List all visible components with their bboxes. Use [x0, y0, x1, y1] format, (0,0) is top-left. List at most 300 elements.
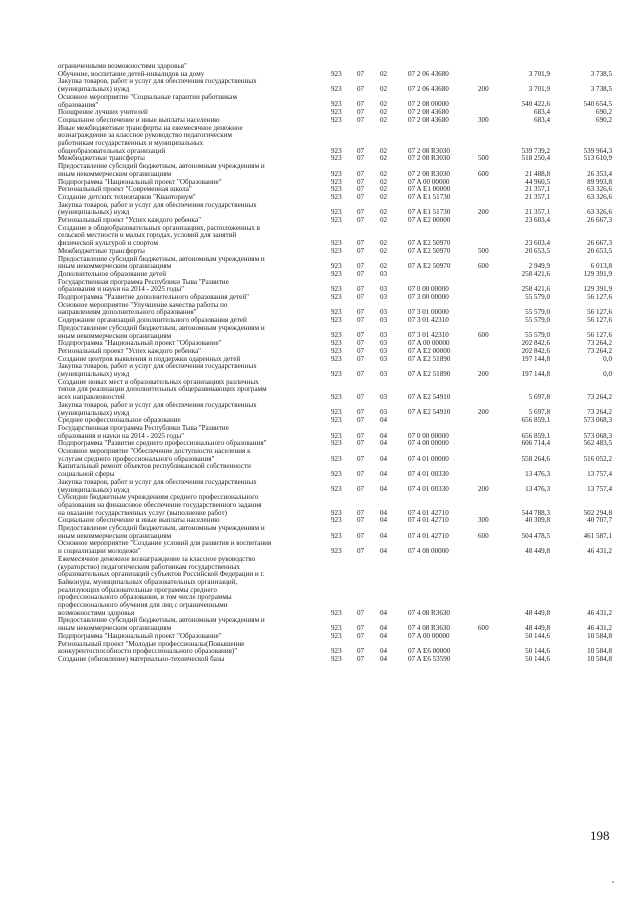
rs-code: 923	[331, 146, 342, 155]
subsection-code: 02	[380, 216, 388, 224]
amount-year-1: 48 449,8	[525, 624, 550, 633]
amount-year-2: 129 391,9	[583, 285, 612, 294]
amount-year-1: 5 697,8	[528, 393, 550, 402]
subsection-code: 03	[380, 331, 388, 340]
amount-year-2: 56 127,6	[587, 293, 612, 301]
amount-year-1: 558 264,6	[521, 454, 550, 463]
target-article-code: 07 A E2 00000	[408, 346, 451, 355]
amount-year-1: 197 144,8	[521, 369, 550, 378]
amount-year-2: 20 653,5	[587, 246, 612, 255]
row-name: Основное мероприятие "Обеспечение доступности населения к услугам среднего профессионального образования"	[58, 447, 251, 463]
rs-code: 923	[331, 531, 342, 540]
table-row	[0, 525, 640, 540]
section-code: 07	[357, 516, 365, 525]
subsection-code: 02	[380, 85, 388, 94]
target-article-code: 07 2 08 R3030	[408, 146, 450, 155]
section-code: 07	[357, 177, 365, 186]
amount-year-1: 55 579,0	[525, 308, 550, 317]
row-name: Создание (обновление) материально-технической базы	[58, 654, 225, 663]
section-code: 07	[357, 393, 365, 402]
expense-type-code: 200	[478, 208, 489, 217]
row-name: Подпрограмма "Развитие среднего профессионального образования"	[58, 439, 267, 448]
target-article-code: 07 3 01 00000	[408, 308, 449, 317]
row-name: Подпрограмма "Развитие дополнительного образования детей"	[58, 293, 250, 301]
subsection-code: 04	[380, 508, 388, 517]
amount-year-1: 50 144,6	[525, 654, 550, 663]
subsection-code: 02	[380, 262, 388, 271]
amount-year-1: 55 579,0	[525, 331, 550, 340]
table-row	[0, 656, 640, 664]
subsection-code: 03	[380, 408, 388, 417]
target-article-code: 07 4 01 42710	[408, 531, 449, 540]
rs-code: 923	[331, 293, 342, 301]
rs-code: 923	[331, 69, 342, 78]
row-name: Основное мероприятие "Социальные гарантии работникам образования"	[58, 92, 237, 109]
target-article-code: 07 2 08 00000	[408, 100, 449, 109]
expense-type-code: 200	[478, 408, 489, 417]
subsection-code: 04	[380, 647, 388, 656]
rs-code: 923	[331, 177, 342, 186]
amount-year-2: 63 326,6	[587, 192, 612, 201]
section-code: 07	[357, 439, 365, 448]
expense-type-code: 500	[478, 246, 489, 255]
expense-type-code: 500	[478, 154, 489, 163]
amount-year-2: 46 431,2	[587, 608, 612, 617]
amount-year-2: 513 610,9	[583, 154, 612, 163]
rs-code: 923	[331, 516, 342, 525]
subsection-code: 04	[380, 547, 388, 556]
subsection-code: 02	[380, 69, 388, 78]
subsection-code: 03	[380, 339, 388, 348]
section-code: 07	[357, 85, 365, 94]
amount-year-1: 258 421,6	[521, 285, 550, 294]
target-article-code: 07 4 08 R3630	[408, 624, 450, 633]
expense-type-code: 600	[478, 531, 489, 540]
target-article-code: 07 A E2 51890	[408, 354, 451, 363]
section-code: 07	[357, 146, 365, 155]
rs-code: 923	[331, 185, 342, 194]
row-name: Межбюджетные трансферты	[58, 246, 145, 255]
section-code: 07	[357, 108, 365, 117]
amount-year-2: 516 052,2	[583, 454, 612, 463]
amount-year-1: 683,4	[534, 115, 550, 124]
row-name: Создание новых мест в образовательных организациях различных типов для реализации дополнительных общеразвивающих программ всех направленностей	[58, 377, 267, 402]
subsection-code: 04	[380, 531, 388, 540]
subsection-code: 04	[380, 631, 388, 640]
target-article-code: 07 2 06 43680	[408, 69, 449, 78]
row-name: Предоставление субсидий бюджетным, автономным учреждениям и иным некоммерческим организациям	[58, 254, 265, 271]
rs-code: 923	[331, 346, 342, 355]
subsection-code: 02	[380, 185, 388, 194]
table-row	[0, 94, 640, 109]
amount-year-2: 129 391,9	[583, 269, 612, 278]
target-article-code: 07 4 01 42710	[408, 516, 449, 525]
amount-year-2: 10 584,8	[587, 631, 612, 640]
target-article-code: 07 A E6 00000	[408, 647, 451, 656]
row-name: Закупка товаров, работ и услуг для обеспечения государственных (муниципальных) нужд	[58, 400, 257, 417]
rs-code: 923	[331, 154, 342, 163]
row-name: Создание центров выявления и поддержки одаренных детей	[58, 354, 241, 363]
amount-year-2: 26 667,3	[587, 216, 612, 224]
row-name: Региональный проект "Современная школа"	[58, 185, 192, 194]
amount-year-1: 13 476,3	[525, 485, 550, 494]
row-name: Капитальный ремонт объектов республиканской собственности социальной сферы	[58, 462, 251, 479]
rs-code: 923	[331, 262, 342, 271]
row-name: Региональный проект "Успех каждого ребенка"	[58, 346, 202, 355]
rs-code: 923	[331, 285, 342, 294]
table-row	[0, 641, 640, 656]
section-code: 07	[357, 339, 365, 348]
rs-code: 923	[331, 431, 342, 440]
subsection-code: 02	[380, 192, 388, 201]
amount-year-1: 20 653,5	[525, 246, 550, 255]
section-code: 07	[357, 647, 365, 656]
amount-year-2: 0,0	[603, 354, 612, 363]
rs-code: 923	[331, 208, 342, 217]
amount-year-1: 50 144,6	[525, 647, 550, 656]
target-article-code: 07 4 01 00330	[408, 485, 449, 494]
section-code: 07	[357, 470, 365, 479]
amount-year-1: 50 144,6	[525, 631, 550, 640]
row-name: Создание детских технопарков "Кванториум"	[58, 192, 196, 201]
amount-year-1: 656 859,1	[521, 416, 550, 425]
amount-year-1: 544 788,3	[521, 508, 550, 517]
amount-year-1: 21 357,1	[525, 192, 550, 201]
amount-year-2: 26 667,3	[587, 239, 612, 248]
subsection-code: 04	[380, 431, 388, 440]
amount-year-1: 48 449,8	[525, 547, 550, 556]
target-article-code: 07 A E6 53590	[408, 654, 451, 663]
section-code: 07	[357, 408, 365, 417]
target-article-code: 07 A E1 51730	[408, 208, 451, 217]
amount-year-2: 89 993,8	[587, 177, 612, 186]
subsection-code: 04	[380, 624, 388, 633]
row-name: Закупка товаров, работ и услуг для обеспечения государственных (муниципальных) нужд	[58, 477, 257, 494]
section-code: 07	[357, 192, 365, 201]
expense-type-code: 600	[478, 169, 489, 178]
row-name: Подпрограмма "Национальный проект "Образование"	[58, 177, 222, 186]
scan-artifact	[612, 881, 614, 883]
subsection-code: 02	[380, 208, 388, 217]
amount-year-2: 63 326,6	[587, 208, 612, 217]
amount-year-1: 258 421,6	[521, 269, 550, 278]
subsection-code: 03	[380, 346, 388, 355]
section-code: 07	[357, 185, 365, 194]
table-row	[0, 163, 640, 178]
target-article-code: 07 4 01 00330	[408, 470, 449, 479]
rs-code: 923	[331, 108, 342, 117]
subsection-code: 03	[380, 354, 388, 363]
row-name: Дополнительное образование детей	[58, 269, 167, 278]
target-article-code: 07 A 00 00000	[408, 339, 450, 348]
row-name: Закупка товаров, работ и услуг для обеспечения государственных (муниципальных) нужд	[58, 200, 257, 217]
target-article-code: 07 2 08 R3030	[408, 169, 450, 178]
subsection-code: 04	[380, 454, 388, 463]
target-article-code: 07 A E2 50970	[408, 239, 451, 248]
amount-year-1: 683,4	[534, 108, 550, 117]
table-row	[0, 363, 640, 378]
row-name: Государственная программа Республики Тыва "Развитие образования и науки на 2014 - 2025 годы"	[58, 423, 229, 440]
rs-code: 923	[331, 246, 342, 255]
page-number: 198	[590, 828, 610, 843]
section-code: 07	[357, 416, 365, 425]
amount-year-1: 197 144,8	[521, 354, 550, 363]
expense-type-code: 300	[478, 516, 489, 525]
rs-code: 923	[331, 269, 342, 278]
amount-year-2: 73 264,2	[587, 339, 612, 348]
rs-code: 923	[331, 508, 342, 517]
amount-year-1: 5 697,8	[528, 408, 550, 417]
section-code: 07	[357, 316, 365, 325]
rs-code: 923	[331, 624, 342, 633]
amount-year-2: 13 757,4	[587, 470, 612, 479]
table-row	[0, 556, 640, 618]
subsection-code: 03	[380, 308, 388, 317]
table-row	[0, 379, 640, 402]
section-code: 07	[357, 293, 365, 301]
target-article-code: 07 A E2 50970	[408, 246, 451, 255]
section-code: 07	[357, 246, 365, 255]
rs-code: 923	[331, 316, 342, 325]
section-code: 07	[357, 262, 365, 271]
table-row	[0, 540, 640, 555]
subsection-code: 02	[380, 239, 388, 248]
expense-type-code: 200	[478, 485, 489, 494]
section-code: 07	[357, 485, 365, 494]
expense-type-code: 300	[478, 115, 489, 124]
table-row	[0, 302, 640, 317]
amount-year-2: 10 584,8	[587, 654, 612, 663]
target-article-code: 07 0 00 00000	[408, 431, 449, 440]
target-article-code: 07 A 00 00000	[408, 177, 450, 186]
section-code: 07	[357, 624, 365, 633]
row-name: Закупка товаров, работ и услуг для обеспечения государственных (муниципальных) нужд	[58, 362, 257, 378]
subsection-code: 04	[380, 608, 388, 617]
target-article-code: 07 2 08 43680	[408, 115, 449, 124]
amount-year-2: 56 127,6	[587, 331, 612, 340]
rs-code: 923	[331, 654, 342, 663]
subsection-code: 02	[380, 169, 388, 178]
amount-year-1: 3 701,9	[528, 69, 550, 78]
amount-year-1: 202 842,6	[521, 346, 550, 355]
amount-year-2: 690,2	[596, 108, 612, 117]
amount-year-2: 540 654,5	[583, 100, 612, 109]
subsection-code: 03	[380, 393, 388, 402]
target-article-code: 07 3 01 42310	[408, 331, 449, 340]
expense-type-code: 600	[478, 262, 489, 271]
subsection-code: 03	[380, 285, 388, 294]
amount-year-2: 56 127,6	[587, 316, 612, 325]
table-row	[0, 617, 640, 632]
rs-code: 923	[331, 169, 342, 178]
section-code: 07	[357, 69, 365, 78]
row-name: Подпрограмма "Национальный проект "Образование"	[58, 631, 222, 640]
amount-year-2: 73 264,2	[587, 346, 612, 355]
subsection-code: 04	[380, 516, 388, 525]
amount-year-2: 461 587,1	[583, 531, 612, 540]
amount-year-1: 606 714,4	[521, 439, 550, 448]
rs-code: 923	[331, 100, 342, 109]
rs-code: 923	[331, 416, 342, 425]
target-article-code: 07 2 08 R3030	[408, 154, 450, 163]
rs-code: 923	[331, 115, 342, 124]
subsection-code: 03	[380, 369, 388, 378]
subsection-code: 03	[380, 316, 388, 325]
rs-code: 923	[331, 308, 342, 317]
section-code: 07	[357, 354, 365, 363]
section-code: 07	[357, 216, 365, 224]
row-name: Межбюджетные трансферты	[58, 154, 145, 163]
rs-code: 923	[331, 354, 342, 363]
amount-year-2: 3 738,5	[590, 69, 612, 78]
target-article-code: 07 A E1 00000	[408, 185, 451, 194]
amount-year-1: 44 960,5	[525, 177, 550, 186]
subsection-code: 02	[380, 146, 388, 155]
row-name: Государственная программа Республики Тыва "Развитие образования и науки на 2014 - 2025 годы"	[58, 277, 229, 294]
amount-year-1: 539 739,2	[521, 146, 550, 155]
amount-year-2: 502 294,8	[583, 508, 612, 517]
amount-year-1: 3 701,9	[528, 85, 550, 94]
section-code: 07	[357, 531, 365, 540]
section-code: 07	[357, 547, 365, 556]
table-row	[0, 279, 640, 294]
amount-year-1: 21 357,1	[525, 185, 550, 194]
section-code: 07	[357, 239, 365, 248]
amount-year-1: 55 579,0	[525, 293, 550, 301]
amount-year-1: 13 476,3	[525, 470, 550, 479]
amount-year-1: 202 842,6	[521, 339, 550, 348]
row-name: Социальное обеспечение и иные выплаты населению	[58, 115, 220, 124]
target-article-code: 07 4 01 00000	[408, 454, 449, 463]
amount-year-2: 573 068,3	[583, 431, 612, 440]
table-row	[0, 202, 640, 217]
table-row	[0, 325, 640, 340]
amount-year-1: 21 357,1	[525, 208, 550, 217]
target-article-code: 07 4 08 R3630	[408, 608, 450, 617]
expense-type-code: 200	[478, 85, 489, 94]
target-article-code: 07 A E2 51890	[408, 369, 451, 378]
row-name: Поощрение лучших учителей	[58, 108, 148, 117]
row-name: Предоставление субсидий бюджетным, автономным учреждениям и иным некоммерческим организациям	[58, 323, 265, 340]
table-row	[0, 78, 640, 93]
amount-year-2: 10 584,8	[587, 647, 612, 656]
subsection-code: 04	[380, 654, 388, 663]
row-name: Закупка товаров, работ и услуг для обеспечения государственных (муниципальных) нужд	[58, 77, 257, 94]
amount-year-2: 73 264,2	[587, 393, 612, 402]
rs-code: 923	[331, 608, 342, 617]
subsection-code: 04	[380, 439, 388, 448]
target-article-code: 07 2 06 43680	[408, 85, 449, 94]
table-row	[0, 125, 640, 156]
amount-year-2: 46 431,2	[587, 547, 612, 556]
row-name: Ежемесячное денежное вознаграждение за классное руководство (кураторство) педагогическим работникам государственных образовательных организаций субъектов Российской Федерации и г. Байконура, муниципальных образовательных организаций, реализующих образовательные программы среднего профессионального образования, в том числе программы профессионального обучения для лиц с ограниченными возможностями здоровья	[58, 554, 265, 617]
rs-code: 923	[331, 547, 342, 556]
rs-code: 923	[331, 331, 342, 340]
subsection-code: 03	[380, 269, 388, 278]
section-code: 07	[357, 454, 365, 463]
amount-year-1: 2 949,9	[528, 262, 550, 271]
section-code: 07	[357, 115, 365, 124]
amount-year-2: 13 757,4	[587, 485, 612, 494]
amount-year-2: 539 964,3	[583, 146, 612, 155]
section-code: 07	[357, 369, 365, 378]
amount-year-1: 540 422,6	[521, 100, 550, 109]
table-row	[0, 402, 640, 417]
target-article-code: 07 A E2 54910	[408, 408, 451, 417]
rs-code: 923	[331, 470, 342, 479]
row-name: Социальное обеспечение и иные выплаты населению	[58, 516, 220, 525]
section-code: 07	[357, 100, 365, 109]
row-name: Субсидии бюджетным учреждениям среднего профессионального образования на финансовое обеспечение государственного задания на оказание государственных услуг (выполнение работ)	[58, 493, 262, 517]
subsection-code: 02	[380, 177, 388, 186]
amount-year-2: 562 483,5	[583, 439, 612, 448]
table-row	[0, 256, 640, 271]
target-article-code: 07 4 00 00000	[408, 439, 449, 448]
subsection-code: 02	[380, 115, 388, 124]
subsection-code: 02	[380, 154, 388, 163]
table-row	[0, 463, 640, 478]
target-article-code: 07 4 08 00000	[408, 547, 449, 556]
target-article-code: 07 0 00 00000	[408, 285, 449, 294]
amount-year-2: 690,2	[596, 115, 612, 124]
section-code: 07	[357, 154, 365, 163]
rs-code: 923	[331, 408, 342, 417]
rs-code: 923	[331, 339, 342, 348]
rs-code: 923	[331, 439, 342, 448]
row-name: Предоставление субсидий бюджетным, автономным учреждениям и иным некоммерческим организациям	[58, 524, 265, 540]
table-row	[0, 479, 640, 494]
section-code: 07	[357, 508, 365, 517]
target-article-code: 07 A 00 00000	[408, 631, 450, 640]
table-row	[0, 494, 640, 517]
rs-code: 923	[331, 192, 342, 201]
section-code: 07	[357, 431, 365, 440]
table-row	[0, 425, 640, 440]
subsection-code: 02	[380, 100, 388, 109]
table-row	[0, 225, 640, 248]
rs-code: 923	[331, 369, 342, 378]
expense-type-code: 200	[478, 369, 489, 378]
rs-code: 923	[331, 393, 342, 402]
section-code: 07	[357, 608, 365, 617]
expense-type-code: 600	[478, 331, 489, 340]
rs-code: 923	[331, 216, 342, 224]
amount-year-2: 73 264,2	[587, 408, 612, 417]
rs-code: 923	[331, 454, 342, 463]
amount-year-2: 0,0	[603, 369, 612, 378]
amount-year-2: 573 068,3	[583, 416, 612, 425]
target-article-code: 07 A E1 51730	[408, 192, 451, 201]
rs-code: 923	[331, 85, 342, 94]
section-code: 07	[357, 208, 365, 217]
target-article-code: 07 3 00 00000	[408, 293, 449, 301]
amount-year-2: 46 431,2	[587, 624, 612, 633]
section-code: 07	[357, 346, 365, 355]
amount-year-2: 63 326,6	[587, 185, 612, 194]
amount-year-1: 48 449,8	[525, 608, 550, 617]
subsection-code: 02	[380, 108, 388, 117]
amount-year-1: 23 603,4	[525, 239, 550, 248]
target-article-code: 07 A E2 50970	[408, 262, 451, 271]
rs-code: 923	[331, 631, 342, 640]
target-article-code: 07 A E2 54910	[408, 393, 451, 402]
subsection-code: 02	[380, 246, 388, 255]
amount-year-1: 504 478,5	[521, 531, 550, 540]
row-name: Среднее профессиональное образование	[58, 416, 181, 425]
amount-year-2: 6 013,8	[590, 262, 612, 271]
expense-type-code: 600	[478, 624, 489, 633]
row-name: ограниченными возможностями здоровья"	[58, 62, 187, 70]
